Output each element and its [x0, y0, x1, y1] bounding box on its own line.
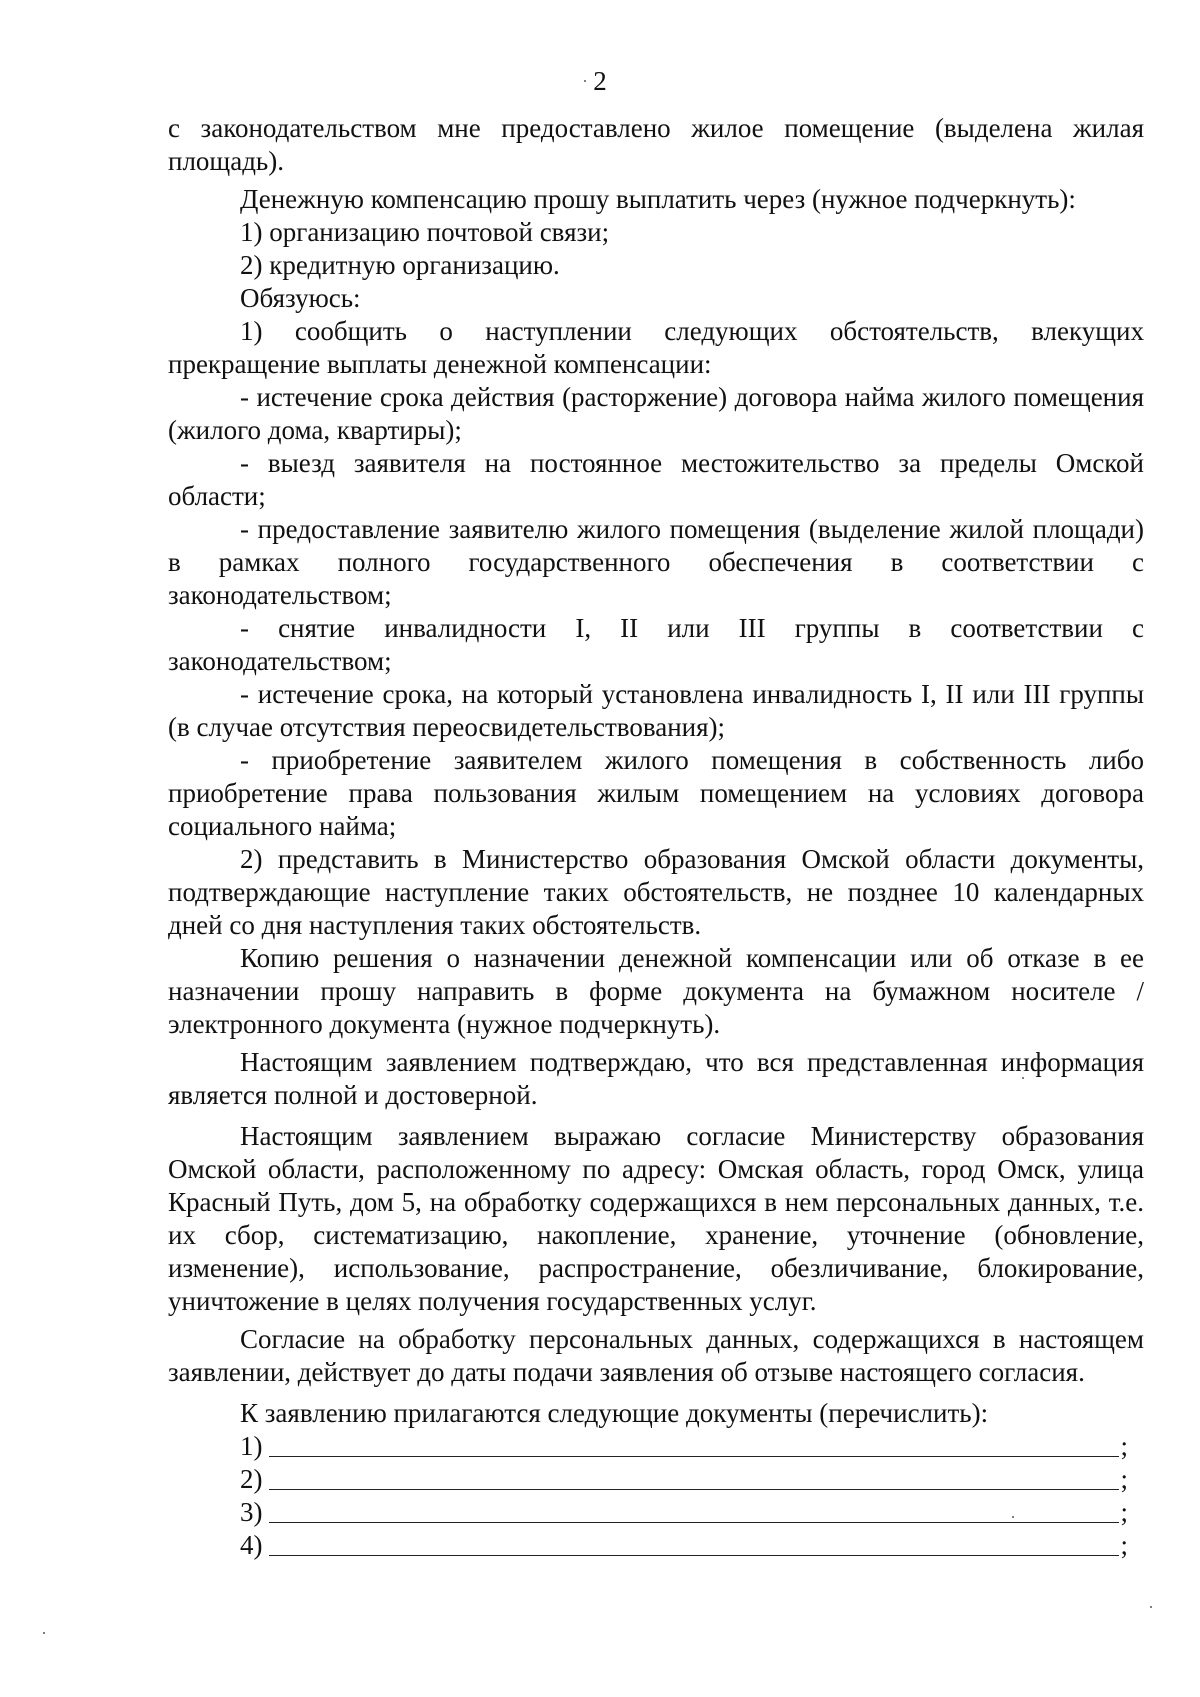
attachment-terminator: ; [1120, 1431, 1129, 1461]
scan-speck [43, 1632, 45, 1634]
payment-option-postal: 1) организацию почтовой связи; [240, 217, 610, 247]
attachment-number: 4) [240, 1530, 263, 1560]
circumstance-property-acquired: - приобретение заявителем жилого помещения в собственность либо приобретение права пользования жилым помещением на условиях договора социального найма; [168, 745, 1144, 841]
paragraph-decision-copy: Копию решения о назначении денежной компенсации или об отказе в ее назначении прошу направить в форме документа на бумажном носителе / электронного документа (нужное подчеркнуть). [168, 943, 1144, 1039]
scan-speck [584, 80, 586, 82]
attachment-blank-field[interactable] [269, 1531, 1119, 1556]
attachment-number: 3) [240, 1497, 263, 1527]
attachment-blank-field[interactable] [269, 1432, 1119, 1457]
attachment-terminator: ; [1120, 1530, 1129, 1560]
circumstance-disability-removed: - снятие инвалидности I, II или III группы в соответствии с законодательством; [168, 613, 1144, 676]
circumstance-relocation: - выезд заявителя на постоянное местожительство за пределы Омской области; [168, 448, 1144, 511]
circumstance-disability-expired: - истечение срока, на который установлена инвалидность I, II или III группы (в случае отсутствия переосвидетельствования); [168, 679, 1144, 742]
paragraph-payment-method: Денежную компенсацию прошу выплатить через (нужное подчеркнуть): [240, 184, 1076, 214]
paragraph-personal-data-consent: Настоящим заявлением выражаю согласие Министерству образования Омской области, расположенному по адресу: Омская область, город Омск, улица Красный Путь, дом 5, на обработку содержащихся в нем персональных данных, т.е. их сбор, систематизацию, накопление, хранение, уточнение (обновление, изменение), использование, распространение, обезличивание, блокирование, уничтожение в целях получения государственных услуг. [168, 1121, 1144, 1316]
attachment-number: 2) [240, 1464, 263, 1494]
attachment-terminator: ; [1120, 1464, 1129, 1494]
attachment-terminator: ; [1120, 1497, 1129, 1527]
obligation-notify: 1) сообщить о наступлении следующих обстоятельств, влекущих прекращение выплаты денежной компенсации: [168, 316, 1144, 379]
obligation-submit-documents: 2) представить в Министерство образования Омской области документы, подтверждающие наступление таких обстоятельств, не позднее 10 календарных дней со дня наступления таких обстоятельств. [168, 844, 1144, 940]
attachment-line [168, 1496, 1144, 1529]
document-body [168, 112, 1144, 1562]
attachment-blank-field[interactable] [269, 1465, 1119, 1490]
attachment-line [168, 1430, 1144, 1463]
scan-speck [1012, 1516, 1014, 1518]
paragraph-confirmation: Настоящим заявлением подтверждаю, что вся представленная информация является полной и достоверной. [168, 1047, 1144, 1110]
circumstance-lease-expiry: - истечение срока действия (расторжение) договора найма жилого помещения (жилого дома, квартиры); [168, 382, 1144, 445]
paragraph-consent-validity: Согласие на обработку персональных данных, содержащихся в настоящем заявлении, действует до даты подачи заявления об отзыве настоящего согласия. [168, 1324, 1144, 1387]
paragraph-obligations-heading: Обязуюсь: [240, 283, 361, 313]
paragraph-housing-provided: с законодательством мне предоставлено жилое помещение (выделена жилая площадь). [168, 113, 1144, 176]
attachment-line [168, 1529, 1144, 1562]
attachments-list [168, 1430, 1144, 1562]
scan-speck [1150, 1606, 1152, 1608]
attachment-number: 1) [240, 1431, 263, 1461]
payment-option-credit: 2) кредитную организацию. [240, 250, 560, 280]
attachment-blank-field[interactable] [269, 1498, 1119, 1523]
page-number: 2 [593, 66, 607, 96]
attachment-line [168, 1463, 1144, 1496]
scan-speck [1022, 1077, 1024, 1079]
paragraph-attachments-heading: К заявлению прилагаются следующие документы (перечислить): [240, 1398, 989, 1428]
circumstance-state-housing: - предоставление заявителю жилого помещения (выделение жилой площади) в рамках полного государственного обеспечения в соответствии с законодательством; [168, 514, 1144, 610]
